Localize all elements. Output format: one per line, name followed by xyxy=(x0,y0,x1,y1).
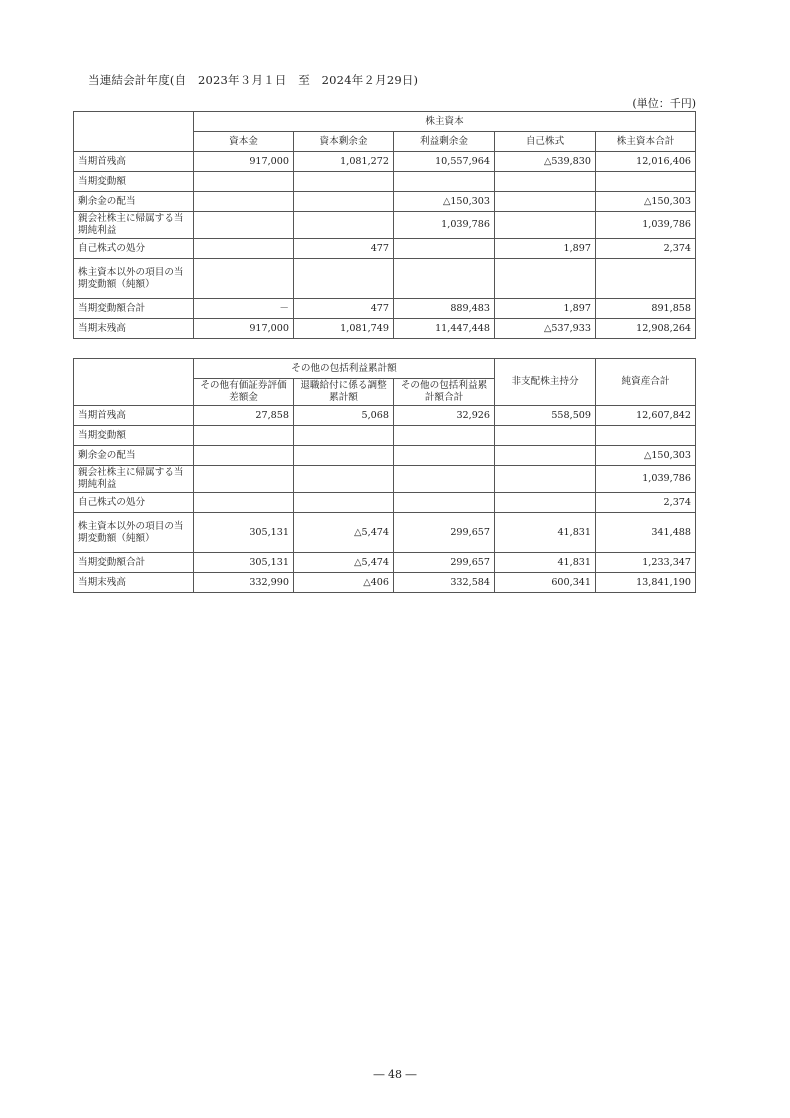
table-cell: 27,858 xyxy=(194,406,294,426)
table-cell xyxy=(495,259,596,299)
row-label: 自己株式の処分 xyxy=(74,239,194,259)
row-label: 剰余金の配当 xyxy=(74,446,194,466)
table-cell: △5,474 xyxy=(294,553,394,573)
table-cell: 1,039,786 xyxy=(596,466,696,493)
table-cell: 1,897 xyxy=(495,239,596,259)
table-row xyxy=(74,172,696,192)
table-cell xyxy=(394,446,495,466)
table-cell xyxy=(294,172,394,192)
table-cell xyxy=(394,466,495,493)
table-cell: 12,607,842 xyxy=(596,406,696,426)
table-cell: 299,657 xyxy=(394,513,495,553)
table-cell: 5,068 xyxy=(294,406,394,426)
table-cell xyxy=(394,426,495,446)
table-cell: △537,933 xyxy=(495,319,596,339)
table-cell xyxy=(294,212,394,239)
table-cell xyxy=(495,493,596,513)
column-header: 自己株式 xyxy=(495,132,596,152)
table-cell: △150,303 xyxy=(596,192,696,212)
table-cell: 305,131 xyxy=(194,513,294,553)
column-header: 資本剰余金 xyxy=(294,132,394,152)
table-cell: 32,926 xyxy=(394,406,495,426)
table-row xyxy=(74,446,696,466)
table-row xyxy=(74,319,696,339)
other-comprehensive-income-table xyxy=(73,358,696,593)
column-header: 利益剰余金 xyxy=(394,132,495,152)
table-cell xyxy=(194,426,294,446)
row-label: 当期首残高 xyxy=(74,152,194,172)
table-cell xyxy=(495,172,596,192)
table-cell: 558,509 xyxy=(495,406,596,426)
table-cell: △5,474 xyxy=(294,513,394,553)
table-cell: 1,039,786 xyxy=(596,212,696,239)
table-row xyxy=(74,573,696,593)
table-cell: 305,131 xyxy=(194,553,294,573)
row-label: 当期変動額合計 xyxy=(74,299,194,319)
table-cell xyxy=(394,259,495,299)
table-row xyxy=(74,553,696,573)
table-cell: 10,557,964 xyxy=(394,152,495,172)
row-label: 自己株式の処分 xyxy=(74,493,194,513)
column-header: その他の包括利益累計額合計 xyxy=(394,379,495,406)
table-cell xyxy=(596,172,696,192)
table-row xyxy=(74,239,696,259)
table-cell xyxy=(194,212,294,239)
row-label: 当期変動額合計 xyxy=(74,553,194,573)
table-cell xyxy=(194,493,294,513)
table-cell: 600,341 xyxy=(495,573,596,593)
unit-label: (単位：千円) xyxy=(632,97,696,110)
row-label-header xyxy=(74,359,194,406)
table-cell: － xyxy=(194,299,294,319)
table-row xyxy=(74,406,696,426)
table-row xyxy=(74,513,696,553)
row-label: 当期変動額 xyxy=(74,426,194,446)
row-label: 当期変動額 xyxy=(74,172,194,192)
table-cell xyxy=(294,426,394,446)
row-label-header xyxy=(74,112,194,152)
row-label: 親会社株主に帰属する当期純利益 xyxy=(74,466,194,493)
table-row xyxy=(74,466,696,493)
table-cell: △150,303 xyxy=(394,192,495,212)
row-label: 株主資本以外の項目の当期変動額（純額） xyxy=(74,513,194,553)
table-cell: △150,303 xyxy=(596,446,696,466)
table-cell: 332,584 xyxy=(394,573,495,593)
column-header: 純資産合計 xyxy=(596,359,696,406)
column-header: 資本金 xyxy=(194,132,294,152)
table-cell: △406 xyxy=(294,573,394,593)
table-cell: 12,016,406 xyxy=(596,152,696,172)
page-number: ― 48 ― xyxy=(373,1068,417,1081)
table-cell xyxy=(394,493,495,513)
table-cell: 13,841,190 xyxy=(596,573,696,593)
table-cell: 891,858 xyxy=(596,299,696,319)
table-cell: 11,447,448 xyxy=(394,319,495,339)
table-cell xyxy=(495,212,596,239)
row-label: 当期末残高 xyxy=(74,319,194,339)
table-cell xyxy=(394,172,495,192)
table-row xyxy=(74,259,696,299)
table-row xyxy=(74,493,696,513)
table-cell: 1,081,272 xyxy=(294,152,394,172)
table-cell xyxy=(294,192,394,212)
table-cell xyxy=(194,446,294,466)
table-cell: 299,657 xyxy=(394,553,495,573)
table-row xyxy=(74,212,696,239)
table-cell: 1,039,786 xyxy=(394,212,495,239)
table-cell: 917,000 xyxy=(194,152,294,172)
table-cell xyxy=(294,466,394,493)
row-label: 親会社株主に帰属する当期純利益 xyxy=(74,212,194,239)
table-cell xyxy=(596,259,696,299)
table-cell: 477 xyxy=(294,239,394,259)
table-cell xyxy=(194,192,294,212)
table-cell xyxy=(294,493,394,513)
table-cell: 41,831 xyxy=(495,513,596,553)
table-cell xyxy=(495,446,596,466)
table-row xyxy=(74,152,696,172)
row-label: 当期末残高 xyxy=(74,573,194,593)
table-cell: 2,374 xyxy=(596,493,696,513)
table-cell: 1,081,749 xyxy=(294,319,394,339)
table-row xyxy=(74,192,696,212)
table-cell: △539,830 xyxy=(495,152,596,172)
table-cell: 2,374 xyxy=(596,239,696,259)
table-cell: 341,488 xyxy=(596,513,696,553)
shareholders-equity-table xyxy=(73,111,696,339)
table-cell: 477 xyxy=(294,299,394,319)
table-row xyxy=(74,299,696,319)
table-cell xyxy=(495,192,596,212)
table-cell: 332,990 xyxy=(194,573,294,593)
table-cell xyxy=(495,426,596,446)
table-cell: 41,831 xyxy=(495,553,596,573)
table-cell: 1,233,347 xyxy=(596,553,696,573)
table-cell: 12,908,264 xyxy=(596,319,696,339)
column-header: 退職給付に係る調整累計額 xyxy=(294,379,394,406)
row-label: 株主資本以外の項目の当期変動額（純額） xyxy=(74,259,194,299)
group-header: 株主資本 xyxy=(194,112,696,132)
table-cell xyxy=(495,466,596,493)
table-cell xyxy=(194,172,294,192)
table-cell xyxy=(394,239,495,259)
table-cell xyxy=(596,426,696,446)
table-cell xyxy=(294,259,394,299)
row-label: 剰余金の配当 xyxy=(74,192,194,212)
column-header: 非支配株主持分 xyxy=(495,359,596,406)
table-cell: 1,897 xyxy=(495,299,596,319)
group-header: その他の包括利益累計額 xyxy=(194,359,495,379)
table-row xyxy=(74,426,696,446)
table-cell xyxy=(194,466,294,493)
table-cell xyxy=(194,259,294,299)
column-header: その他有価証券評価差額金 xyxy=(194,379,294,406)
column-header: 株主資本合計 xyxy=(596,132,696,152)
table-cell: 917,000 xyxy=(194,319,294,339)
table-cell xyxy=(294,446,394,466)
table-cell xyxy=(194,239,294,259)
section-title: 当連結会計年度(自 2023年３月１日 至 2024年２月29日) xyxy=(88,73,419,87)
row-label: 当期首残高 xyxy=(74,406,194,426)
table-cell: 889,483 xyxy=(394,299,495,319)
